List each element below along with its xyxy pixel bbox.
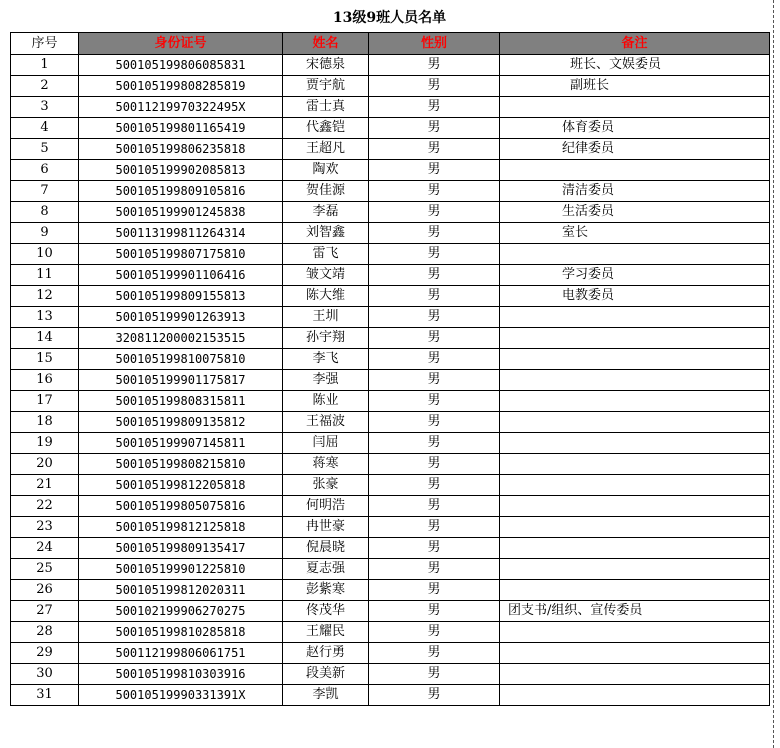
table-row <box>11 454 770 475</box>
row-id[interactable]: 320811200002153515 <box>79 328 283 349</box>
row-name[interactable]: 夏志强 <box>283 559 369 580</box>
table-row <box>11 307 770 328</box>
row-id[interactable]: 500112199806061751 <box>79 643 283 664</box>
row-no[interactable]: 9 <box>11 223 79 244</box>
row-id[interactable]: 500105199805075816 <box>79 496 283 517</box>
table-row <box>11 496 770 517</box>
row-name[interactable]: 冉世豪 <box>283 517 369 538</box>
row-id[interactable]: 50010519990331391X <box>79 685 283 706</box>
row-note[interactable] <box>500 349 770 370</box>
row-name[interactable]: 雷飞 <box>283 244 369 265</box>
row-gender[interactable]: 男 <box>369 139 500 160</box>
row-gender[interactable]: 男 <box>369 685 500 706</box>
row-name[interactable]: 王超凡 <box>283 139 369 160</box>
row-gender[interactable]: 男 <box>369 349 500 370</box>
row-no[interactable]: 14 <box>11 328 79 349</box>
row-note[interactable] <box>500 517 770 538</box>
row-no[interactable]: 26 <box>11 580 79 601</box>
row-note[interactable]: 室长 <box>500 223 770 244</box>
row-no[interactable]: 7 <box>11 181 79 202</box>
row-name[interactable]: 何明浩 <box>283 496 369 517</box>
row-name[interactable]: 倪晨晓 <box>283 538 369 559</box>
row-name[interactable]: 陈业 <box>283 391 369 412</box>
table-row <box>11 475 770 496</box>
table-row <box>11 202 770 223</box>
row-id[interactable]: 500105199806085831 <box>79 55 283 76</box>
row-note[interactable] <box>500 391 770 412</box>
row-id[interactable]: 500105199812125818 <box>79 517 283 538</box>
header-id[interactable]: 身份证号 <box>79 33 283 55</box>
row-note[interactable]: 班长、文娱委员 <box>500 55 770 76</box>
row-note[interactable] <box>500 370 770 391</box>
row-gender[interactable]: 男 <box>369 97 500 118</box>
table-row <box>11 580 770 601</box>
row-no[interactable]: 30 <box>11 664 79 685</box>
row-id[interactable]: 500105199812205818 <box>79 475 283 496</box>
row-gender[interactable]: 男 <box>369 601 500 622</box>
row-no[interactable]: 12 <box>11 286 79 307</box>
row-name[interactable]: 张豪 <box>283 475 369 496</box>
row-note[interactable]: 生活委员 <box>500 202 770 223</box>
row-note[interactable] <box>500 643 770 664</box>
row-gender[interactable]: 男 <box>369 286 500 307</box>
table-row <box>11 328 770 349</box>
row-id[interactable]: 500105199901175817 <box>79 370 283 391</box>
row-note[interactable] <box>500 580 770 601</box>
row-gender[interactable]: 男 <box>369 517 500 538</box>
row-gender[interactable]: 男 <box>369 433 500 454</box>
table-row <box>11 181 770 202</box>
row-id[interactable]: 500105199807175810 <box>79 244 283 265</box>
row-name[interactable]: 李磊 <box>283 202 369 223</box>
row-note[interactable]: 学习委员 <box>500 265 770 286</box>
table-row <box>11 118 770 139</box>
row-id[interactable]: 500105199808285819 <box>79 76 283 97</box>
row-gender[interactable]: 男 <box>369 475 500 496</box>
row-gender[interactable]: 男 <box>369 391 500 412</box>
row-gender[interactable]: 男 <box>369 244 500 265</box>
row-no[interactable]: 5 <box>11 139 79 160</box>
row-no[interactable]: 4 <box>11 118 79 139</box>
row-gender[interactable]: 男 <box>369 412 500 433</box>
row-name[interactable]: 王耀民 <box>283 622 369 643</box>
row-no[interactable]: 29 <box>11 643 79 664</box>
row-name[interactable]: 皱文靖 <box>283 265 369 286</box>
row-name[interactable]: 佟茂华 <box>283 601 369 622</box>
table-row <box>11 622 770 643</box>
table-row <box>11 160 770 181</box>
row-gender[interactable]: 男 <box>369 580 500 601</box>
row-gender[interactable]: 男 <box>369 370 500 391</box>
row-no[interactable]: 23 <box>11 517 79 538</box>
row-gender[interactable]: 男 <box>369 538 500 559</box>
row-note[interactable] <box>500 685 770 706</box>
row-note[interactable] <box>500 664 770 685</box>
row-no[interactable]: 15 <box>11 349 79 370</box>
row-name[interactable]: 李凯 <box>283 685 369 706</box>
header-note[interactable]: 备注 <box>500 33 770 55</box>
table-row <box>11 685 770 706</box>
table-row <box>11 244 770 265</box>
row-name[interactable]: 赵行勇 <box>283 643 369 664</box>
row-note[interactable] <box>500 454 770 475</box>
row-name[interactable]: 陈大维 <box>283 286 369 307</box>
row-name[interactable]: 李飞 <box>283 349 369 370</box>
header-row <box>11 33 770 55</box>
header-gender[interactable]: 性别 <box>369 33 500 55</box>
row-note[interactable] <box>500 559 770 580</box>
row-id[interactable]: 500102199906270275 <box>79 601 283 622</box>
row-gender[interactable]: 男 <box>369 76 500 97</box>
table-row <box>11 76 770 97</box>
row-id[interactable]: 500105199901263913 <box>79 307 283 328</box>
row-gender[interactable]: 男 <box>369 307 500 328</box>
roster-table <box>10 32 770 706</box>
row-no[interactable]: 16 <box>11 370 79 391</box>
row-no[interactable]: 27 <box>11 601 79 622</box>
row-no[interactable]: 17 <box>11 391 79 412</box>
row-id[interactable]: 500105199901106416 <box>79 265 283 286</box>
table-row <box>11 391 770 412</box>
row-note[interactable]: 纪律委员 <box>500 139 770 160</box>
row-id[interactable]: 500105199901225810 <box>79 559 283 580</box>
header-no[interactable]: 序号 <box>11 33 79 55</box>
table-row <box>11 139 770 160</box>
row-name[interactable]: 彭紫寒 <box>283 580 369 601</box>
row-note[interactable]: 清洁委员 <box>500 181 770 202</box>
row-id[interactable]: 50011219970322495X <box>79 97 283 118</box>
row-no[interactable]: 2 <box>11 76 79 97</box>
table-body <box>11 55 770 706</box>
row-no[interactable]: 22 <box>11 496 79 517</box>
row-id[interactable]: 500105199809105816 <box>79 181 283 202</box>
row-id[interactable]: 500105199902085813 <box>79 160 283 181</box>
row-note[interactable]: 团支书/组织、宣传委员 <box>500 601 770 622</box>
row-no[interactable]: 31 <box>11 685 79 706</box>
row-name[interactable]: 王福波 <box>283 412 369 433</box>
row-name[interactable]: 孙宇翔 <box>283 328 369 349</box>
row-name[interactable]: 段美新 <box>283 664 369 685</box>
row-id[interactable]: 500105199907145811 <box>79 433 283 454</box>
row-id[interactable]: 500105199809135417 <box>79 538 283 559</box>
table-row <box>11 370 770 391</box>
row-id[interactable]: 500105199810285818 <box>79 622 283 643</box>
row-note[interactable] <box>500 97 770 118</box>
row-id[interactable]: 500105199801165419 <box>79 118 283 139</box>
row-gender[interactable]: 男 <box>369 454 500 475</box>
row-note[interactable]: 副班长 <box>500 76 770 97</box>
row-id[interactable]: 500105199809135812 <box>79 412 283 433</box>
row-note[interactable] <box>500 475 770 496</box>
row-name[interactable]: 贺佳源 <box>283 181 369 202</box>
table-row <box>11 349 770 370</box>
row-note[interactable] <box>500 328 770 349</box>
row-gender[interactable]: 男 <box>369 160 500 181</box>
row-name[interactable]: 王圳 <box>283 307 369 328</box>
row-note[interactable]: 体育委员 <box>500 118 770 139</box>
table-row <box>11 559 770 580</box>
row-gender[interactable]: 男 <box>369 265 500 286</box>
row-name[interactable]: 宋德泉 <box>283 55 369 76</box>
table-row <box>11 538 770 559</box>
row-note[interactable] <box>500 433 770 454</box>
row-name[interactable]: 刘智鑫 <box>283 223 369 244</box>
row-no[interactable]: 28 <box>11 622 79 643</box>
row-gender[interactable]: 男 <box>369 328 500 349</box>
page-break-line <box>773 0 774 748</box>
row-gender[interactable]: 男 <box>369 181 500 202</box>
row-name[interactable]: 陶欢 <box>283 160 369 181</box>
row-no[interactable]: 10 <box>11 244 79 265</box>
row-no[interactable]: 13 <box>11 307 79 328</box>
table-row <box>11 517 770 538</box>
row-id[interactable]: 500105199810075810 <box>79 349 283 370</box>
sheet-title: 13级9班人员名单 <box>332 10 447 26</box>
table-row <box>11 55 770 76</box>
row-note[interactable]: 电教委员 <box>500 286 770 307</box>
row-note[interactable] <box>500 622 770 643</box>
row-name[interactable]: 代鑫铠 <box>283 118 369 139</box>
table-row <box>11 97 770 118</box>
row-note[interactable] <box>500 538 770 559</box>
row-name[interactable]: 李强 <box>283 370 369 391</box>
row-gender[interactable]: 男 <box>369 622 500 643</box>
row-no[interactable]: 11 <box>11 265 79 286</box>
row-gender[interactable]: 男 <box>369 223 500 244</box>
row-note[interactable] <box>500 412 770 433</box>
row-no[interactable]: 6 <box>11 160 79 181</box>
header-name[interactable]: 姓名 <box>283 33 369 55</box>
row-no[interactable]: 3 <box>11 97 79 118</box>
table-row <box>11 265 770 286</box>
row-no[interactable]: 18 <box>11 412 79 433</box>
table-row <box>11 601 770 622</box>
row-id[interactable]: 500105199808315811 <box>79 391 283 412</box>
table-row <box>11 433 770 454</box>
row-id[interactable]: 500113199811264314 <box>79 223 283 244</box>
row-gender[interactable]: 男 <box>369 559 500 580</box>
row-no[interactable]: 24 <box>11 538 79 559</box>
row-id[interactable]: 500105199810303916 <box>79 664 283 685</box>
table-row <box>11 664 770 685</box>
row-no[interactable]: 25 <box>11 559 79 580</box>
row-note[interactable] <box>500 496 770 517</box>
table-row <box>11 643 770 664</box>
row-name[interactable]: 闫屈 <box>283 433 369 454</box>
row-gender[interactable]: 男 <box>369 202 500 223</box>
table-row <box>11 223 770 244</box>
row-no[interactable]: 21 <box>11 475 79 496</box>
row-note[interactable] <box>500 307 770 328</box>
row-id[interactable]: 500105199809155813 <box>79 286 283 307</box>
row-name[interactable]: 雷士真 <box>283 97 369 118</box>
row-no[interactable]: 20 <box>11 454 79 475</box>
row-note[interactable] <box>500 160 770 181</box>
row-id[interactable]: 500105199806235818 <box>79 139 283 160</box>
table-row <box>11 286 770 307</box>
row-gender[interactable]: 男 <box>369 55 500 76</box>
row-gender[interactable]: 男 <box>369 496 500 517</box>
row-id[interactable]: 500105199901245838 <box>79 202 283 223</box>
table-row <box>11 412 770 433</box>
row-id[interactable]: 500105199808215810 <box>79 454 283 475</box>
row-no[interactable]: 1 <box>11 55 79 76</box>
row-note[interactable] <box>500 244 770 265</box>
row-no[interactable]: 19 <box>11 433 79 454</box>
row-name[interactable]: 蒋寒 <box>283 454 369 475</box>
row-no[interactable]: 8 <box>11 202 79 223</box>
row-name[interactable]: 贾宇航 <box>283 76 369 97</box>
row-gender[interactable]: 男 <box>369 643 500 664</box>
row-id[interactable]: 500105199812020311 <box>79 580 283 601</box>
row-gender[interactable]: 男 <box>369 118 500 139</box>
row-gender[interactable]: 男 <box>369 664 500 685</box>
